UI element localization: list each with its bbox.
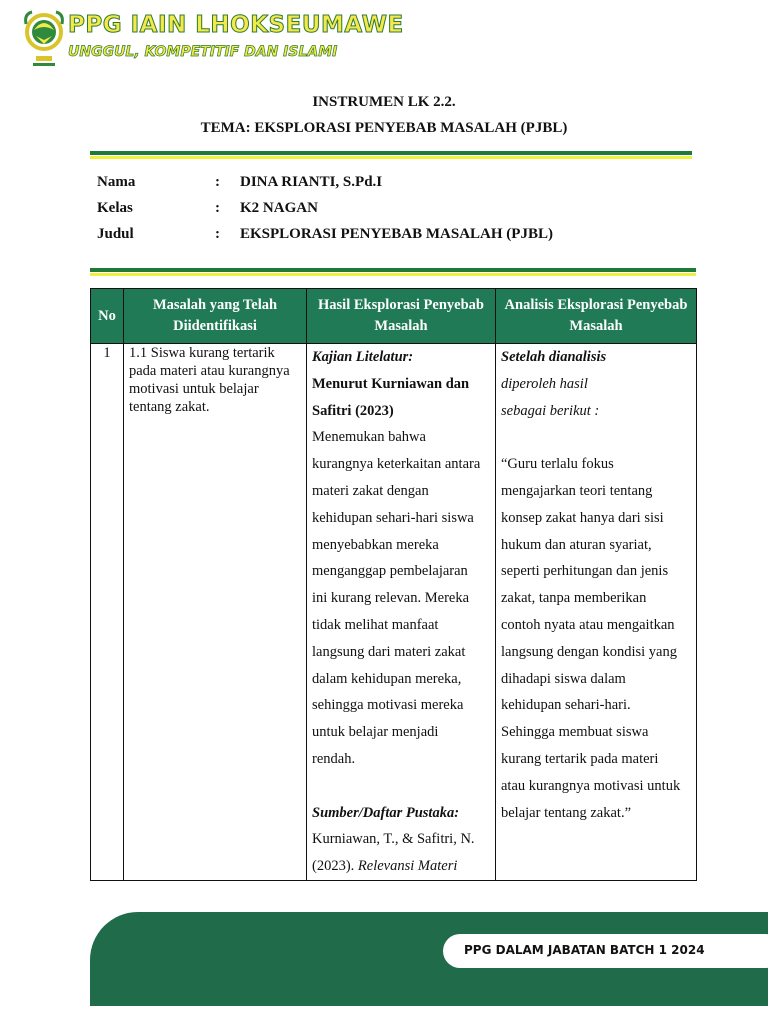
cell-no: 1 (91, 344, 124, 881)
divider-middle (90, 268, 696, 276)
identity-value: EKSPLORASI PENYEBAB MASALAH (PJBL) (240, 226, 553, 242)
divider-top (90, 151, 692, 159)
hasil-line: kurangnya keterkaitan antara (312, 456, 481, 473)
hasil-line: untuk belajar menjadi (312, 724, 439, 741)
hasil-line: menganggap pembelajaran (312, 563, 468, 580)
analysis-intro-line: sebagai berikut : (501, 402, 600, 419)
quote-line: konsep zakat hanya dari sisi (501, 509, 664, 526)
hasil-line: dalam kehidupan mereka, (312, 670, 462, 687)
source-heading: Menurut Kurniawan dan (312, 375, 470, 392)
hasil-line: menyebabkan mereka (312, 536, 439, 553)
cell-masalah: 1.1 Siswa kurang tertarik pada materi atau kurangnya motivasi untuk belajar tentang zakat. (124, 344, 307, 881)
header-no: No (91, 289, 124, 344)
reference-line: Kurniawan, T., & Safitri, N. (312, 831, 475, 848)
identity-value: K2 NAGAN (240, 200, 318, 216)
analysis-intro: Setelah dianalisis (501, 349, 607, 365)
quote-line: seperti perhitungan dan jenis (501, 563, 669, 580)
document-theme: TEMA: EKSPLORASI PENYEBAB MASALAH (PJBL) (200, 120, 568, 136)
quote-line: dihadapi siswa dalam (501, 670, 626, 687)
hasil-line: tidak melihat manfaat (312, 616, 439, 633)
hasil-line: ini kurang relevan. Mereka (312, 590, 470, 607)
reference-year: (2023). (312, 858, 355, 875)
source-heading: Safitri (2023) (312, 402, 394, 419)
quote-line: atau kurangnya motivasi untuk (501, 777, 681, 794)
blank-line (312, 773, 490, 800)
identity-label: Judul (97, 226, 134, 242)
quote-line: hukum dan aturan syariat, (501, 536, 652, 553)
analysis-intro-line: diperoleh hasil (501, 375, 588, 392)
identity-colon: : (215, 226, 220, 242)
hasil-line: kehidupan sehari-hari siswa (312, 509, 474, 526)
quote-line: “Guru terlalu fokus (501, 456, 614, 473)
table-row (91, 344, 697, 881)
hasil-line: sehingga motivasi mereka (312, 697, 464, 714)
quote-line: mengajarkan teori tentang (501, 482, 653, 499)
hasil-line: rendah. (312, 750, 356, 767)
quote-line: contoh nyata atau mengaitkan (501, 616, 675, 633)
identity-value: DINA RIANTI, S.Pd.I (240, 174, 383, 190)
table-header-row (91, 289, 697, 344)
hasil-line: Menemukan bahwa (312, 429, 426, 446)
header-hasil: Hasil Eksplorasi Penyebab Masalah (307, 289, 496, 344)
quote-line: kurang tertarik pada materi (501, 750, 659, 767)
document-title: INSTRUMEN LK 2.2. (312, 94, 456, 110)
identity-label: Nama (97, 174, 136, 190)
reference-line (312, 853, 490, 880)
header-analisis: Analisis Eksplorasi Penyebab Masalah (496, 289, 697, 344)
identity-colon: : (215, 200, 220, 216)
blank-line (501, 424, 691, 451)
identity-colon: : (215, 174, 220, 190)
quote-line: kehidupan sehari-hari. (501, 697, 631, 714)
hasil-line: langsung dari materi zakat (312, 643, 466, 660)
quote-line: Sehingga membuat siswa (501, 724, 649, 741)
kajian-label: Kajian Litelatur: (312, 349, 414, 365)
brand-subtitle: UNGGUL, KOMPETITIF DAN ISLAMI (68, 44, 338, 60)
quote-line: belajar tentang zakat.” (501, 804, 632, 821)
iain-logo-icon (22, 10, 66, 68)
header-masalah: Masalah yang Telah Diidentifikasi (124, 289, 307, 344)
brand-title: PPG IAIN LHOKSEUMAWE (68, 12, 404, 38)
quote-line: langsung dengan kondisi yang (501, 643, 677, 660)
hasil-line: materi zakat dengan (312, 482, 429, 499)
cell-hasil (307, 344, 496, 881)
sumber-label: Sumber/Daftar Pustaka: (312, 804, 460, 821)
cell-analisis (496, 344, 697, 881)
reference-title: Relevansi Materi (357, 858, 458, 875)
identity-label: Kelas (97, 200, 133, 216)
exploration-table (90, 288, 697, 881)
footer-label: PPG DALAM JABATAN BATCH 1 2024 (464, 943, 705, 957)
quote-line: zakat, tanpa memberikan (501, 590, 647, 607)
